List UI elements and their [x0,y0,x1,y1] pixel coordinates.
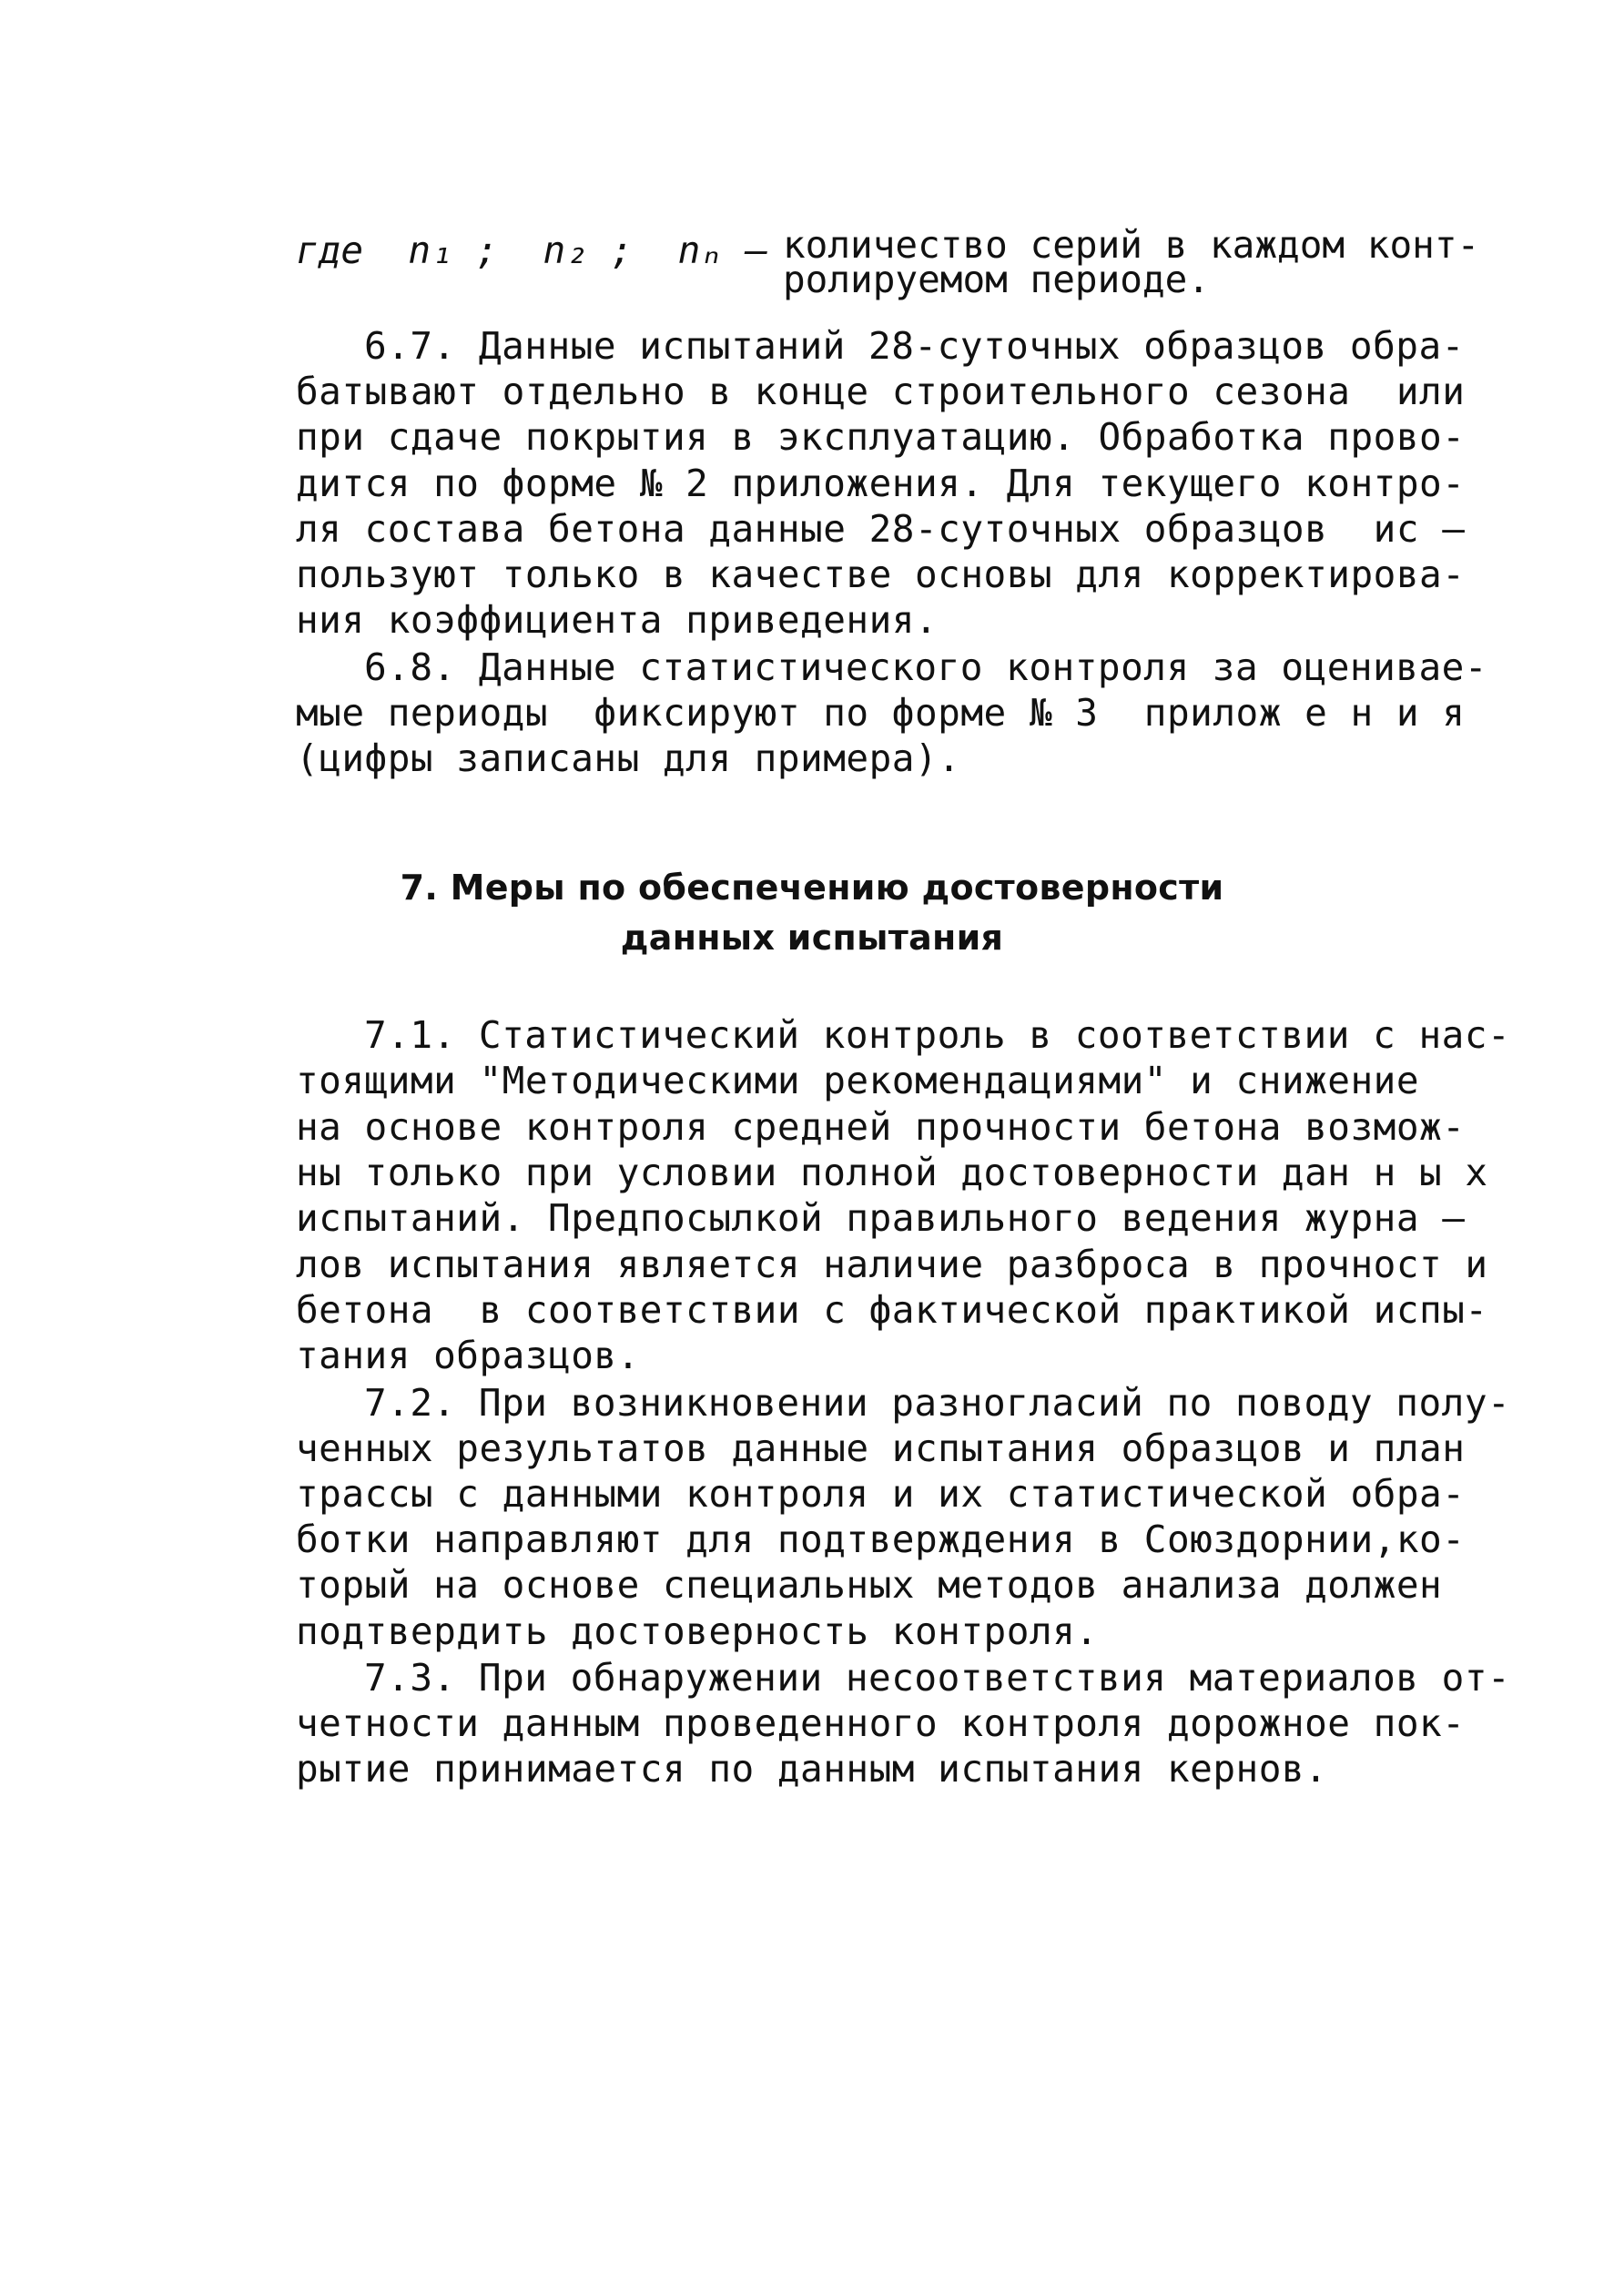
paragraph-6-7-line-7: ния коэффициента приведения. [296,598,939,642]
paragraph-7-3-line-1: 7.3. При обнаружении несоответствия материалов от- [364,1656,1511,1700]
paragraph-7-1-line-6: лов испытания является наличие разброса в прочност и [296,1243,1488,1286]
paragraph-7-1-line-5: испытаний. Предпосылкой правильного ведения журна – [296,1196,1466,1240]
paragraph-6-7-line-6: пользуют только в качестве основы для корректирова- [296,553,1466,596]
paragraph-7-1-line-4: ны только при условии полной достоверности дан н ы х [296,1151,1488,1194]
paragraph-6-7-line-2: батывают отдельно в конце строительного сезона или [296,370,1466,413]
paragraph-7-1-line-3: на основе контроля средней прочности бетона возмож- [296,1105,1466,1149]
paragraph-7-1-line-8: тания образцов. [296,1334,640,1377]
paragraph-7-1-line-7: бетона в соответствии с фактической практикой испы- [296,1288,1488,1332]
paragraph-7-2-line-4: ботки направляют для подтверждения в Союздорнии,ко- [296,1518,1466,1561]
paragraph-6-7-line-3: при сдаче покрытия в эксплуатацию. Обработка прово- [296,415,1466,459]
paragraph-7-2-line-3: трассы с данными контроля и их статистической обра- [296,1472,1466,1516]
paragraph-7-1-line-2: тоящими "Методическими рекомендациями" и снижение [296,1059,1420,1102]
paragraph-6-8-line-2: мые периоды фиксируют по форме № 3 прилож е н и я [296,691,1466,735]
paragraph-7-2-line-6: подтвердить достоверность контроля. [296,1609,1099,1653]
paragraph-6-7-line-1: 6.7. Данные испытаний 28-суточных образцов обра- [364,324,1465,368]
paragraph-6-7-line-5: ля состава бетона данные 28-суточных образцов ис – [296,507,1466,551]
section-7-heading-line-2: данных испытания [620,918,1004,958]
paragraph-7-2-line-2: ченных результатов данные испытания образцов и план [296,1426,1466,1470]
paragraph-7-1-line-1: 7.1. Статистический контроль в соответствии с нас- [364,1013,1511,1057]
paragraph-7-2-line-5: торый на основе специальных методов анализа должен [296,1563,1443,1607]
paragraph-6-8-line-3: (цифры записаны для примера). [296,736,961,780]
paragraph-6-8-line-1: 6.8. Данные статистического контроля за оценивае- [364,645,1488,689]
paragraph-6-7-line-4: дится по форме № 2 приложения. Для текущего контро- [296,462,1466,505]
paragraph-7-2-line-1: 7.2. При возникновении разногласий по поводу полу- [364,1381,1511,1425]
section-7-heading-line-1: 7. Меры по обеспечению достоверности [400,868,1224,908]
intro-definition [783,223,1480,301]
paragraph-7-3-line-3: рытие принимается по данным испытания кернов. [296,1747,1328,1791]
intro-line-1: количество серий в каждом конт- [783,223,1480,267]
intro-formula-prefix: где n₁ ; n₂ ; nₙ – [296,228,768,272]
intro-line-2: ролируемом периоде. [783,258,1210,301]
paragraph-7-3-line-2: четности данным проведенного контроля дорожное пок- [296,1701,1466,1745]
